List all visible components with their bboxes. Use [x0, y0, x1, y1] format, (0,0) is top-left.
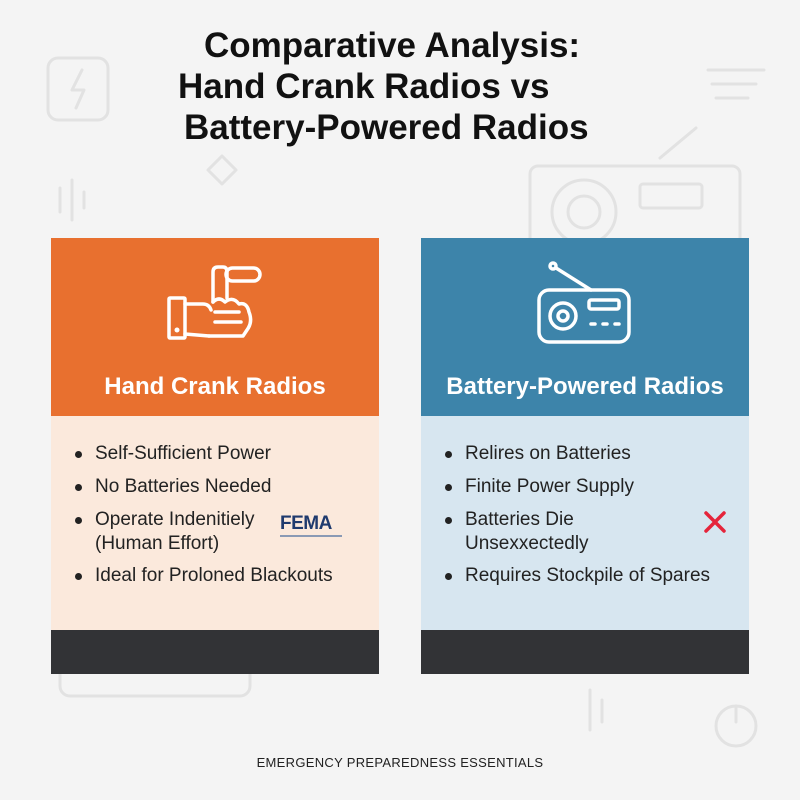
- footer-caption: EMERGENCY PREPAREDNESS ESSENTIALS: [256, 755, 544, 770]
- fema-logo: [280, 514, 345, 536]
- x-mark-icon: [703, 510, 727, 534]
- bullet: [75, 484, 82, 491]
- list-item-text: Ideal for Proloned Blackouts: [95, 565, 333, 586]
- hand-crank-list: [51, 238, 379, 674]
- bullet: [75, 573, 82, 580]
- bullet: [445, 484, 452, 491]
- title-line-2: Hand Crank Radios vs: [178, 67, 550, 106]
- title-line-1: Comparative Analysis:: [204, 26, 581, 65]
- list-item-text: Requires Stockpile of Spares: [465, 565, 711, 586]
- list-item-text: No Batteries Needed: [95, 476, 272, 497]
- list-item-text: Operate Indenitiely: [95, 509, 255, 530]
- bullet: [445, 451, 452, 458]
- hand-crank-card-title: Hand Crank Radios: [104, 373, 326, 400]
- title-line-3: Battery-Powered Radios: [184, 108, 589, 147]
- bullet: [75, 517, 82, 524]
- battery-radio-card-title: Battery-Powered Radios: [446, 373, 724, 400]
- list-item-text: Self-Sufficient Power: [95, 443, 272, 464]
- list-item-text: Finite Power Supply: [465, 476, 634, 497]
- bullet: [75, 451, 82, 458]
- list-item-text: Batteries Die: [465, 509, 574, 530]
- battery-radio-list: [421, 238, 749, 674]
- fema-logo-underline: [280, 535, 342, 537]
- list-item-text-continued: Unsexxectedly: [465, 533, 589, 554]
- list-item-text-continued: (Human Effort): [95, 533, 220, 554]
- bullet: [445, 573, 452, 580]
- bullet: [445, 517, 452, 524]
- list-item-text: Relires on Batteries: [465, 443, 631, 464]
- fema-logo-text: FEMA: [280, 513, 332, 534]
